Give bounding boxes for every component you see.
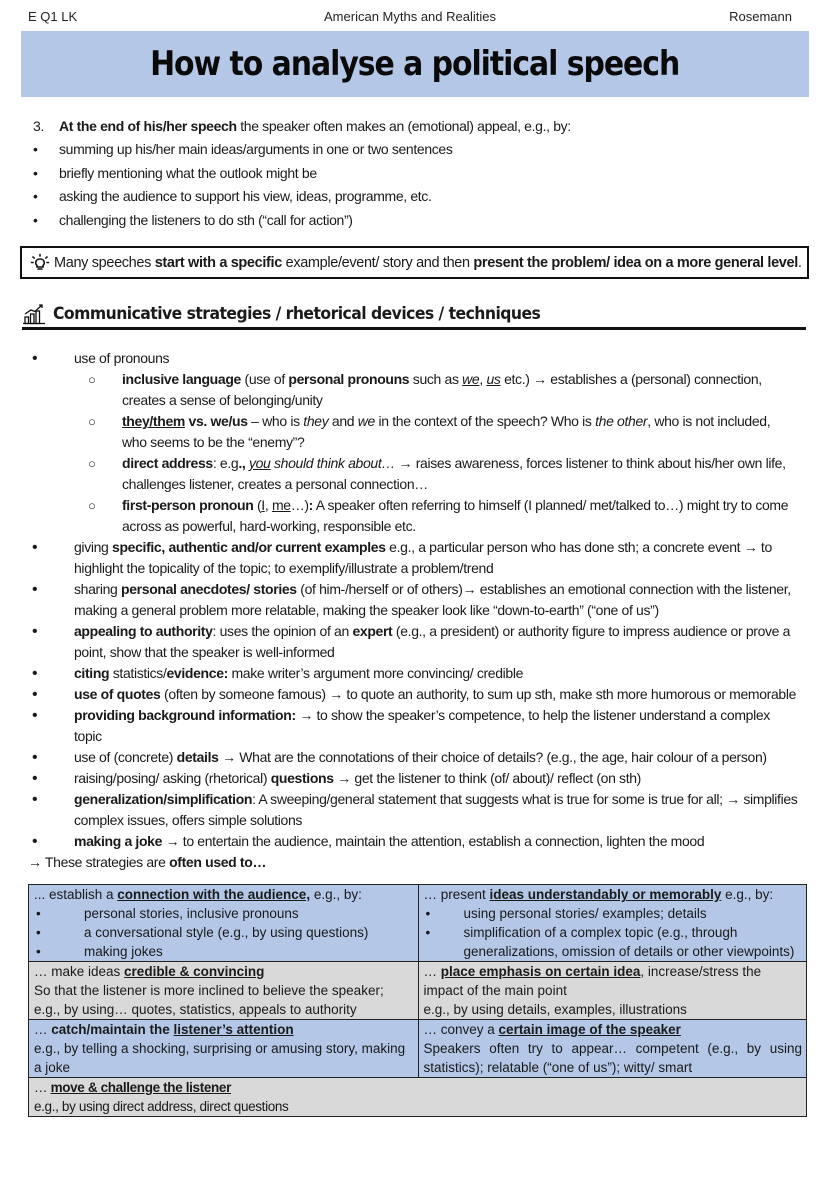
devices-list [28,348,798,852]
cell-emphasis: … place emphasis on certain idea, increase/stress the impact of the main point e.g., by using details, examples, illustrations [418,962,807,1020]
list-item-generalization: • generalization/simplification: A sweeping/general statement that suggests what is true for some is true for all; → simplifies complex issues, offers simple solutions [28,789,798,831]
tip-text: Many speeches start with a specific example/event/ story and then present the problem/ idea on a more general level. [54,254,802,271]
table-row [29,1078,807,1117]
list-item: • making jokes [36,944,163,959]
list-item-pronouns: • use of pronouns [28,348,798,369]
cell-image: … convey a certain image of the speaker Speakers often try to appear… competent (e.g., by using statistics); relatable (“one of us”); witty/ smart [418,1020,807,1078]
list-item: • personal stories, inclusive pronouns [36,906,299,921]
cell-challenge: … move & challenge the listener e.g., by using direct address, direct questions [29,1078,807,1117]
list-item-anecdotes: • sharing personal anecdotes/ stories (of him-/herself or of others)→ establishes an emotional connection with the listener, making a general problem more relatable, making the speaker look like “down-to-earth” (“one of us”) [28,579,798,621]
bar-chart-icon [22,303,46,325]
course-code: E Q1 LK [28,9,78,24]
circle-bullet-icon: ○ [88,456,96,471]
bullet-icon: • [32,833,38,850]
bullet-icon: • [36,906,41,921]
list-item: • asking the audience to support his view, ideas, programme, etc. [33,188,432,205]
circle-bullet-icon: ○ [88,498,96,513]
bullet-icon: • [425,906,431,921]
table-row [29,962,807,1020]
list-item: • simplification of a complex topic (e.g., through generalizations, omission of details or other viewpoints) [425,925,795,959]
tip-box [20,246,809,279]
sub-item-first-person: ○ first-person pronoun (I, me…): A speaker often referring to himself (I planned/ met/talked to…) might try to come across as powerful, hard-working, responsible etc. [74,495,798,537]
used-to-intro: → These strategies are often used to… [28,854,267,870]
table-row [29,1020,807,1078]
table-row [29,885,807,962]
bullet-icon: • [32,770,38,787]
bullet-icon: • [32,623,38,640]
sub-item-they-vs-we: ○ they/them vs. we/us – who is they and we in the context of the speech? Who is the other, who is not included, who seems to be the “enemy”? [74,411,798,453]
bullet-icon: • [33,141,38,158]
lightbulb-icon [30,253,50,273]
list-item-statistics: • citing statistics/evidence: make writer’s argument more convincing/ credible [28,663,798,684]
cell-credible: … make ideas credible & convincing So that the listener is more inclined to believe the speaker; e.g., by using… quotes, statistics, appeals to authority [29,962,419,1020]
cell-understandable: … present ideas understandably or memorably e.g., by: • using personal stories/ examples; details • simplification of a complex topic (e.g., through generalizations, omission of details or other viewpoints) [418,885,807,962]
bullet-icon: • [32,707,38,724]
circle-bullet-icon: ○ [88,372,96,387]
list-item-authority: • appealing to authority: uses the opinion of an expert (e.g., a president) or authority figure to impress audience or prove a point, show that the speaker is well-informed [28,621,798,663]
circle-bullet-icon: ○ [88,414,96,429]
list-item-examples: • giving specific, authentic and/or current examples e.g., a particular person who has done sth; a concrete event → to highlight the topicality of the topic; to exemplify/illustrate a problem/trend [28,537,798,579]
page-title: How to analyse a political speech [150,44,680,84]
list-item: • a conversational style (e.g., by using questions) [36,925,369,940]
section-3-ending [33,114,793,232]
bullet-icon: • [425,925,431,940]
section-title: Communicative strategies / rhetorical devices / techniques [53,303,541,324]
section-heading [22,300,806,330]
bullet-icon: • [32,686,38,703]
cell-attention: … catch/maintain the listener’s attention e.g., by telling a shocking, surprising or amusing story, making a joke [29,1020,419,1078]
bullet-icon: • [36,925,41,940]
page-header [28,9,792,27]
list-item: • briefly mentioning what the outlook might be [33,164,317,181]
list-item-joke: • making a joke → to entertain the audience, maintain the attention, establish a connection, lighten the mood [28,831,798,852]
author-name: Rosemann [729,9,792,24]
cell-connection: ... establish a connection with the audience, e.g., by: • personal stories, inclusive pronouns • a conversational style (e.g., by using questions) • making jokes [29,885,419,962]
bullet-icon: • [32,665,38,682]
bullet-icon: • [36,944,41,959]
sub-item-direct-address: ○ direct address: e.g., you should think about… → raises awareness, forces listener to think about his/her own life, challenges listener, creates a personal connection… [74,453,798,495]
bullet-icon: • [32,749,38,766]
title-banner [21,31,809,97]
list-item: • summing up his/her main ideas/arguments in one or two sentences [33,141,453,158]
bullet-icon: • [32,581,38,598]
list-number: 3. [33,117,44,134]
list-item-background: • providing background information: → to show the speaker’s competence, to help the listener understand a complex topic [28,705,798,747]
list-item-details: • use of (concrete) details → What are the connotations of their choice of details? (e.g., the age, hair colour of a person) [28,747,798,768]
list-item: • using personal stories/ examples; details [425,906,707,921]
bullet-icon: • [33,211,38,228]
section-3-intro: 3. At the end of his/her speech the speaker often makes an (emotional) appeal, e.g., by: [33,117,571,134]
bullet-icon: • [33,188,38,205]
sub-item-inclusive-language: ○ inclusive language (use of personal pronouns such as we, us etc.) → establishes a (personal) connection, creates a sense of belonging/unity [74,369,798,411]
bullet-icon: • [32,539,38,556]
list-item: • challenging the listeners to do sth (“call for action”) [33,211,353,228]
bullet-icon: • [33,164,38,181]
list-item-quotes: • use of quotes (often by someone famous) → to quote an authority, to sum up sth, make sth more humorous or memorable [28,684,798,705]
list-item-questions: • raising/posing/ asking (rhetorical) questions → get the listener to think (of/ about)/ reflect (on sth) [28,768,798,789]
strategies-table [28,884,807,1117]
bullet-icon: • [32,791,38,808]
bullet-icon: • [32,350,38,367]
unit-title: American Myths and Realities [324,9,496,24]
